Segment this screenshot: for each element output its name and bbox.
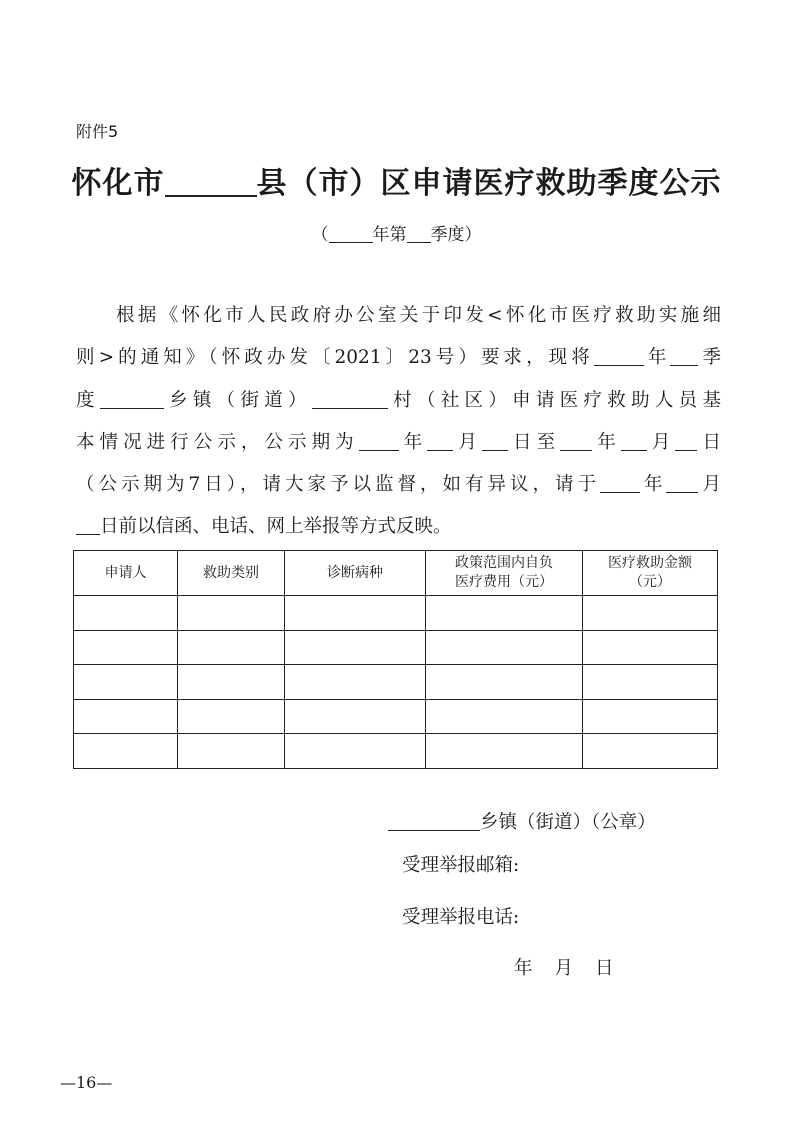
notice-text: 季 (698, 347, 721, 368)
notice-text: 年 (639, 474, 667, 495)
quarter-blank (407, 225, 431, 243)
report-phone-label: 受理举报电话: (402, 907, 520, 928)
notice-text: 日 (697, 432, 721, 453)
table-cell (426, 699, 583, 734)
table-cell (426, 630, 583, 665)
table-row (74, 734, 718, 769)
table-cell (178, 665, 285, 700)
date-month-label: 月 (554, 958, 574, 979)
notice-text: 年 (643, 347, 671, 368)
column-header-applicant (74, 551, 178, 596)
report-year-blank (600, 474, 640, 494)
table-row (74, 665, 718, 700)
table-cell (583, 596, 718, 631)
town-blank (100, 390, 164, 410)
table-row (74, 596, 718, 631)
notice-text: 度 (76, 390, 100, 411)
table-cell (74, 699, 178, 734)
header-text: 政策范围内自负 (455, 555, 553, 571)
table-cell (583, 699, 718, 734)
report-month-blank (666, 474, 698, 494)
report-day-blank (76, 516, 100, 536)
table-cell (74, 596, 178, 631)
signature-date (514, 954, 614, 980)
start-month-blank (427, 432, 453, 452)
table-cell (426, 596, 583, 631)
table-row (74, 699, 718, 734)
notice-text: 日前以信函、电话、网上举报等方式反映。 (100, 516, 452, 537)
notice-text: 村（社区）申请医疗救助人员基 (387, 390, 721, 411)
notice-text: 则>的通知》（怀政办发〔2021〕23号）要求，现将 (76, 347, 594, 368)
table-cell (583, 630, 718, 665)
attachment-label: 附件5 (76, 122, 119, 141)
notice-text: 月 (646, 432, 676, 453)
notice-text: 月 (698, 474, 721, 495)
town-name-blank (388, 812, 480, 832)
notice-line-6 (76, 512, 721, 538)
header-text: 医疗救助金额 (608, 555, 692, 571)
seal-text: 乡镇（街道）（公章） (480, 812, 656, 833)
table-cell (178, 596, 285, 631)
end-year-blank (560, 432, 592, 452)
column-header-relief-amount (583, 551, 718, 596)
page-title (0, 158, 793, 202)
table-cell (178, 734, 285, 769)
year-blank (329, 225, 373, 243)
start-year-blank (359, 432, 399, 452)
date-day-label: 日 (595, 958, 614, 979)
table-cell (426, 734, 583, 769)
notice-text: 月 (453, 432, 482, 453)
table-cell (285, 630, 426, 665)
year-blank (594, 347, 644, 367)
subtitle-open: （ (311, 225, 329, 245)
table-cell (178, 699, 285, 734)
county-blank (165, 165, 257, 197)
title-suffix: 县（市）区申请医疗救助季度公示 (256, 166, 722, 201)
header-text: （元） (629, 574, 671, 590)
date-year-label: 年 (514, 958, 533, 979)
title-city: 怀化市 (71, 166, 165, 201)
seal-line (388, 808, 656, 834)
table-cell (74, 734, 178, 769)
report-mailbox-label: 受理举报邮箱: (402, 855, 520, 876)
table-cell (285, 665, 426, 700)
notice-line-3 (76, 386, 721, 412)
header-text: 诊断病种 (327, 564, 383, 581)
notice-line-2 (76, 343, 721, 369)
column-header-diagnosis (285, 551, 426, 596)
notice-text: 乡镇（街道） (163, 390, 312, 411)
notice-line-4 (76, 428, 721, 454)
quarter-blank (670, 347, 698, 367)
table-cell (583, 665, 718, 700)
notice-text: 根据《怀化市人民政府办公室关于印发<怀化市医疗救助实施细 (116, 305, 721, 326)
notice-text: 年 (398, 432, 428, 453)
end-month-blank (621, 432, 647, 452)
table-cell (74, 630, 178, 665)
notice-text: （公示期为7日），请大家予以监督，如有异议，请于 (76, 474, 600, 495)
header-text: 申请人 (104, 564, 147, 581)
subtitle-year-label: 年第 (372, 225, 407, 245)
table-cell (285, 734, 426, 769)
table-cell (178, 630, 285, 665)
end-day-blank (675, 432, 697, 452)
start-day-blank (482, 432, 508, 452)
table-cell (285, 699, 426, 734)
table-cell (583, 734, 718, 769)
notice-text: 日至 (507, 432, 561, 453)
table-cell (426, 665, 583, 700)
column-header-self-paid (426, 551, 583, 596)
header-text: 救助类别 (203, 564, 259, 581)
page-number: —16— (60, 1073, 113, 1092)
table-row (74, 630, 718, 665)
notice-line-1 (116, 301, 721, 327)
relief-table (73, 550, 718, 769)
table-header-row (74, 551, 718, 596)
table-cell (74, 665, 178, 700)
quarter-subtitle (0, 220, 793, 245)
notice-text: 年 (592, 432, 621, 453)
subtitle-quarter-label: 季度） (430, 225, 482, 245)
header-text: 医疗费用（元） (455, 574, 553, 590)
table-cell (285, 596, 426, 631)
notice-text: 本情况进行公示，公示期为 (76, 432, 359, 453)
notice-line-5 (76, 470, 721, 496)
column-header-category (178, 551, 285, 596)
village-blank (312, 390, 388, 410)
